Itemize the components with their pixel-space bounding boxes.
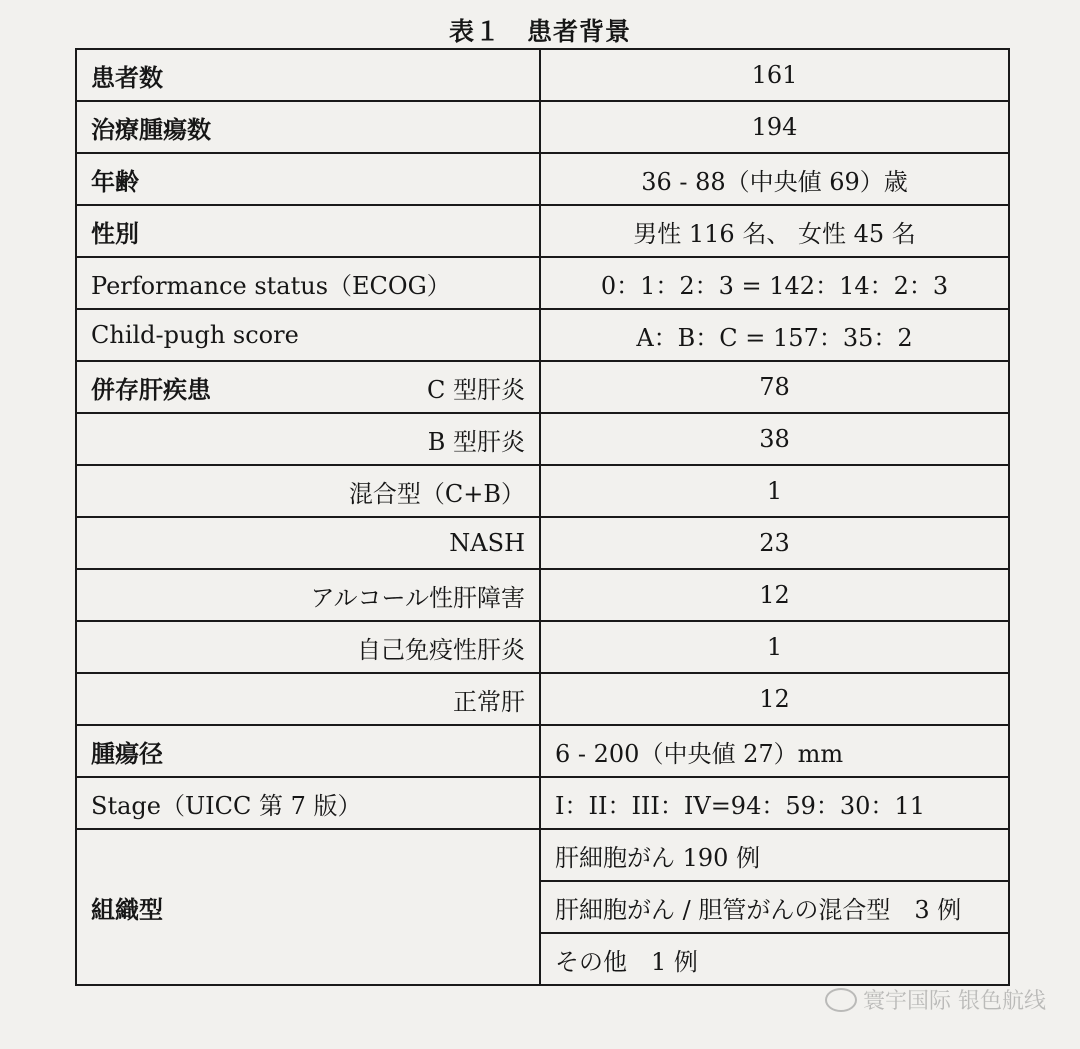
table-row — [76, 101, 1009, 153]
row-value: 38 — [540, 413, 1009, 465]
liver-disease-first-cell — [76, 361, 540, 413]
table-row — [76, 257, 1009, 309]
liver-item-label: B 型肝炎 — [76, 413, 540, 465]
row-value: 0：1：2：3 = 142：14：2：3 — [540, 257, 1009, 309]
watermark-text: 寰宇国际 银色航线 — [863, 989, 1046, 1014]
row-value: 男性 116 名、 女性 45 名 — [540, 205, 1009, 257]
liver-item-label: 混合型（C+B） — [76, 465, 540, 517]
row-label: 腫瘍径 — [76, 725, 540, 777]
liver-item-label: 自己免疫性肝炎 — [76, 621, 540, 673]
table-row — [76, 465, 1009, 517]
row-label: Child-pugh score — [76, 309, 540, 361]
table-title: 表１ 患者背景 — [448, 17, 631, 46]
histology-value: 肝細胞がん / 胆管がんの混合型 3 例 — [540, 881, 1009, 933]
table-row — [76, 621, 1009, 673]
table-row — [76, 49, 1009, 101]
table-row — [76, 725, 1009, 777]
table-row — [76, 569, 1009, 621]
table-row — [76, 829, 1009, 881]
table-row — [76, 309, 1009, 361]
table-row — [76, 413, 1009, 465]
histology-label: 組織型 — [76, 829, 540, 985]
row-label: 患者数 — [76, 49, 540, 101]
row-value: 23 — [540, 517, 1009, 569]
liver-item-label: C 型肝炎 — [427, 375, 525, 404]
table-row — [76, 361, 1009, 413]
row-value: 12 — [540, 673, 1009, 725]
wechat-icon — [825, 988, 857, 1012]
row-value: 78 — [540, 361, 1009, 413]
row-label: Stage（UICC 第 7 版） — [76, 777, 540, 829]
watermark — [825, 984, 1046, 1015]
table-row — [76, 777, 1009, 829]
row-value: 12 — [540, 569, 1009, 621]
row-value: I：II：III：IV=94：59：30：11 — [540, 777, 1009, 829]
row-value: 36 - 88（中央値 69）歳 — [540, 153, 1009, 205]
histology-value: 肝細胞がん 190 例 — [540, 829, 1009, 881]
row-value: 194 — [540, 101, 1009, 153]
row-label: Performance status（ECOG） — [76, 257, 540, 309]
liver-item-label: アルコール性肝障害 — [76, 569, 540, 621]
row-value: A：B：C = 157：35：2 — [540, 309, 1009, 361]
row-label: 性別 — [76, 205, 540, 257]
table-row — [76, 517, 1009, 569]
histology-value: その他 1 例 — [540, 933, 1009, 985]
row-label: 年齢 — [76, 153, 540, 205]
table-row — [76, 205, 1009, 257]
liver-item-label: NASH — [76, 517, 540, 569]
row-value: 1 — [540, 465, 1009, 517]
patient-background-table — [75, 48, 1010, 986]
table-row — [76, 153, 1009, 205]
row-value: 1 — [540, 621, 1009, 673]
row-value: 6 - 200（中央値 27）mm — [540, 725, 1009, 777]
row-label: 治療腫瘍数 — [76, 101, 540, 153]
liver-disease-heading: 併存肝疾患 — [91, 375, 211, 404]
liver-item-label: 正常肝 — [76, 673, 540, 725]
row-value: 161 — [540, 49, 1009, 101]
table-row — [76, 673, 1009, 725]
